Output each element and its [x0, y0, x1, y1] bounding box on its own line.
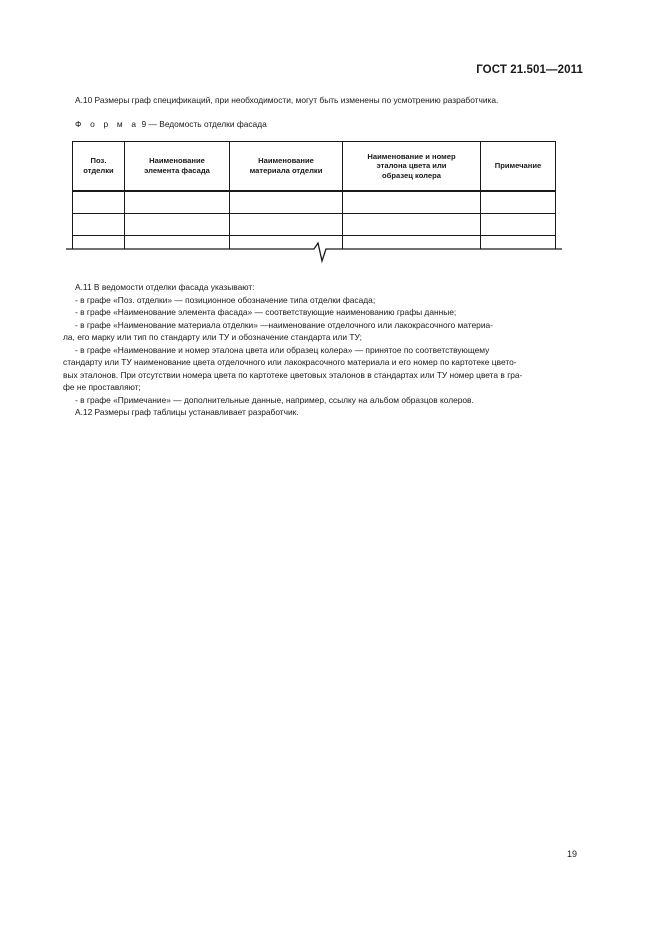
table-cell: [481, 191, 556, 214]
paragraph-line: фе не проставляют;: [63, 382, 141, 392]
table-cell: [125, 214, 230, 236]
header-line: Примечание: [494, 161, 542, 171]
paragraph-line: - в графе «Наименование и номер эталона цвета или образец колера» — принятое по соответствующему: [75, 344, 490, 355]
header-line: отделки: [83, 166, 114, 175]
table-break-line: [66, 241, 562, 265]
form-caption: 9 — Ведомость отделки фасада: [141, 119, 267, 129]
header-note: [481, 142, 556, 192]
paragraph-line: - в графе «Поз. отделки» — позиционное обозначение типа отделки фасада;: [75, 294, 376, 305]
paragraph-a12: А.12 Размеры граф таблицы устанавливает разработчик.: [75, 407, 299, 417]
standard-designation: ГОСТ 21.501—2011: [476, 64, 583, 76]
header-line: Наименование: [258, 156, 314, 166]
page-number: 19: [566, 849, 577, 859]
paragraph-line: вых эталонов. При отсутствии номера цвета по картотеке цветовых эталонов в стандартах или ТУ номер цвета в гра-: [63, 369, 523, 380]
paragraph-line: стандарту или ТУ наименование цвета отделочного или лакокрасочного материала и его номер по картотеке цвето-: [63, 357, 517, 367]
paragraph-a11-intro: А.11 В ведомости отделки фасада указывают:: [75, 282, 255, 292]
table-cell: [125, 191, 230, 214]
header-line: эталона цвета или: [376, 161, 447, 171]
table-header-row: [73, 142, 556, 192]
header-pos: [73, 142, 125, 192]
header-material: [230, 142, 343, 192]
table-cell: [73, 214, 125, 236]
table-cell: [481, 214, 556, 236]
header-line: образец колера: [382, 170, 441, 180]
header-color: [343, 142, 481, 192]
table-cell: [343, 191, 481, 214]
header-line: Наименование: [149, 156, 205, 166]
table-row: [73, 191, 556, 214]
table-cell: [230, 214, 343, 236]
paragraph-line: ла, его марку или тип по стандарту или ТУ и обозначение стандарта или ТУ;: [63, 332, 362, 342]
paragraph-line: - в графе «Примечание» — дополнительные данные, например, ссылку на альбом образцов колеров.: [75, 394, 474, 405]
paragraph-line: - в графе «Наименование материала отделки» —наименование отделочного или лакокрасочного материа-: [75, 319, 493, 330]
paragraph-line: - в графе «Наименование элемента фасада» — соответствующие наименованию графы данные;: [75, 307, 457, 317]
header-element: [125, 142, 230, 192]
table-cell: [343, 214, 481, 236]
table-cell: [73, 191, 125, 214]
facade-finish-table: [72, 141, 556, 249]
header-line: Поз.: [90, 156, 107, 166]
form-title: [75, 119, 267, 129]
paragraph-a10: А.10 Размеры граф спецификаций, при необходимости, могут быть изменены по усмотрению разработчика.: [75, 95, 499, 105]
table-row: [73, 214, 556, 236]
header-line: элемента фасада: [144, 166, 210, 175]
header-line: материала отделки: [249, 166, 323, 175]
table-cell: [230, 191, 343, 214]
header-line: Наименование и номер: [367, 151, 456, 161]
form-word: Ф о р м а: [75, 119, 140, 129]
